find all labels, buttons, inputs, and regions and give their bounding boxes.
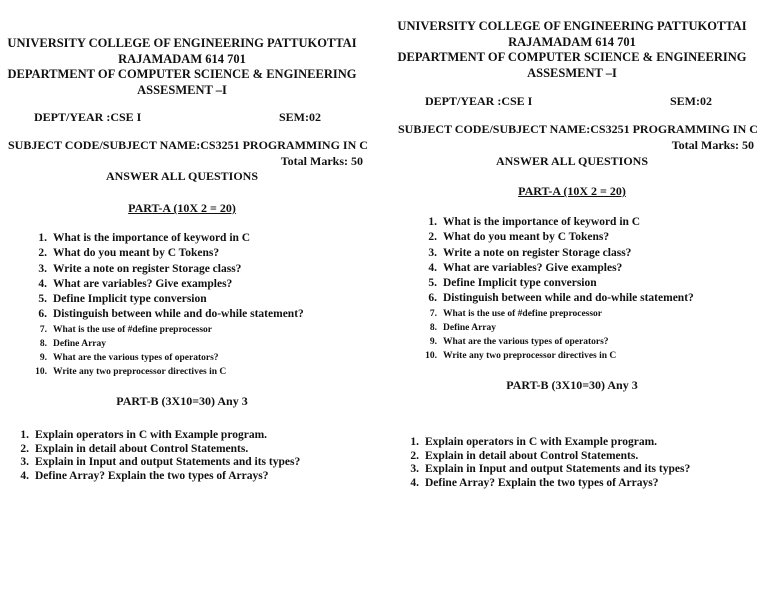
question-paper-right — [390, 0, 768, 594]
list-item: 3. Explain in Input and output Statements and its types? — [20, 456, 301, 469]
department-name: DEPARTMENT OF COMPUTER SCIENCE & ENGINEERING — [397, 50, 747, 64]
list-item: 6. Distinguish between while and do-while statement? — [38, 308, 304, 321]
list-item: 5. Define Implicit type conversion — [428, 277, 597, 290]
part-b-questions — [410, 436, 691, 491]
list-item: 7. What is the use of #define preprocessor — [429, 308, 603, 319]
list-item: 1. What is the importance of keyword in C — [38, 232, 251, 244]
list-item: 4. Define Array? Explain the two types of Arrays? — [20, 470, 269, 483]
list-item: 10. Write any two preprocessor directives in C — [35, 366, 227, 377]
department-name: DEPARTMENT OF COMPUTER SCIENCE & ENGINEERING — [7, 67, 357, 81]
instruction: ANSWER ALL QUESTIONS — [495, 154, 649, 168]
part-a-questions — [35, 231, 304, 379]
part-a-questions — [425, 215, 694, 363]
list-item: 6. Distinguish between while and do-while statement? — [428, 292, 694, 305]
list-item: 2. What do you meant by C Tokens? — [428, 231, 610, 244]
list-item: 4. What are variables? Give examples? — [428, 261, 623, 274]
college-name: UNIVERSITY COLLEGE OF ENGINEERING PATTUKOTTAI — [397, 19, 747, 33]
list-item: 4. Define Array? Explain the two types of Arrays? — [410, 477, 659, 490]
part-a-title: PART-A (10X 2 = 20) — [518, 184, 626, 198]
total-marks: Total Marks: 50 — [671, 138, 754, 152]
part-b-title: PART-B (3X10=30) Any 3 — [506, 378, 638, 392]
total-marks: Total Marks: 50 — [280, 154, 363, 168]
list-item: 3. Explain in Input and output Statements and its types? — [410, 463, 691, 476]
assessment-title: ASSESMENT –I — [137, 82, 227, 97]
paper-header — [0, 36, 364, 98]
semester: SEM:02 — [279, 110, 321, 124]
list-item: 10. Write any two preprocessor directives in C — [425, 350, 617, 361]
subject-line: SUBJECT CODE/SUBJECT NAME:CS3251 PROGRAMMING IN C — [8, 138, 368, 152]
college-address: RAJAMADAM 614 701 — [508, 34, 636, 49]
dept-year: DEPT/YEAR :CSE I — [34, 110, 142, 124]
list-item: 8. Define Array — [39, 338, 107, 349]
list-item: 7. What is the use of #define preprocessor — [39, 324, 213, 335]
list-item: 8. Define Array — [429, 322, 497, 333]
paper-header — [390, 19, 754, 81]
subject-line: SUBJECT CODE/SUBJECT NAME:CS3251 PROGRAMMING IN C — [398, 122, 758, 136]
part-b-title: PART-B (3X10=30) Any 3 — [116, 394, 248, 408]
college-name: UNIVERSITY COLLEGE OF ENGINEERING PATTUKOTTAI — [7, 36, 357, 50]
list-item: 5. Define Implicit type conversion — [38, 293, 207, 306]
list-item: 2. What do you meant by C Tokens? — [38, 247, 220, 260]
dept-year: DEPT/YEAR :CSE I — [425, 94, 533, 108]
instruction: ANSWER ALL QUESTIONS — [105, 169, 259, 183]
list-item: 4. What are variables? Give examples? — [38, 277, 233, 290]
semester: SEM:02 — [670, 94, 712, 108]
list-item: 3. Write a note on register Storage class? — [38, 262, 242, 275]
list-item: 3. Write a note on register Storage class? — [428, 246, 632, 259]
list-item: 9. What are the various types of operators? — [39, 352, 219, 363]
list-item: 1. Explain operators in C with Example program. — [20, 429, 268, 441]
list-item: 1. Explain operators in C with Example program. — [410, 436, 658, 448]
assessment-title: ASSESMENT –I — [527, 65, 617, 80]
list-item: 9. What are the various types of operators? — [429, 336, 609, 347]
list-item: 2. Explain in detail about Control Statements. — [20, 442, 249, 455]
part-a-title: PART-A (10X 2 = 20) — [128, 201, 236, 215]
list-item: 1. What is the importance of keyword in C — [428, 216, 641, 228]
college-address: RAJAMADAM 614 701 — [118, 51, 246, 66]
list-item: 2. Explain in detail about Control Statements. — [410, 449, 639, 462]
part-b-questions — [20, 429, 301, 484]
